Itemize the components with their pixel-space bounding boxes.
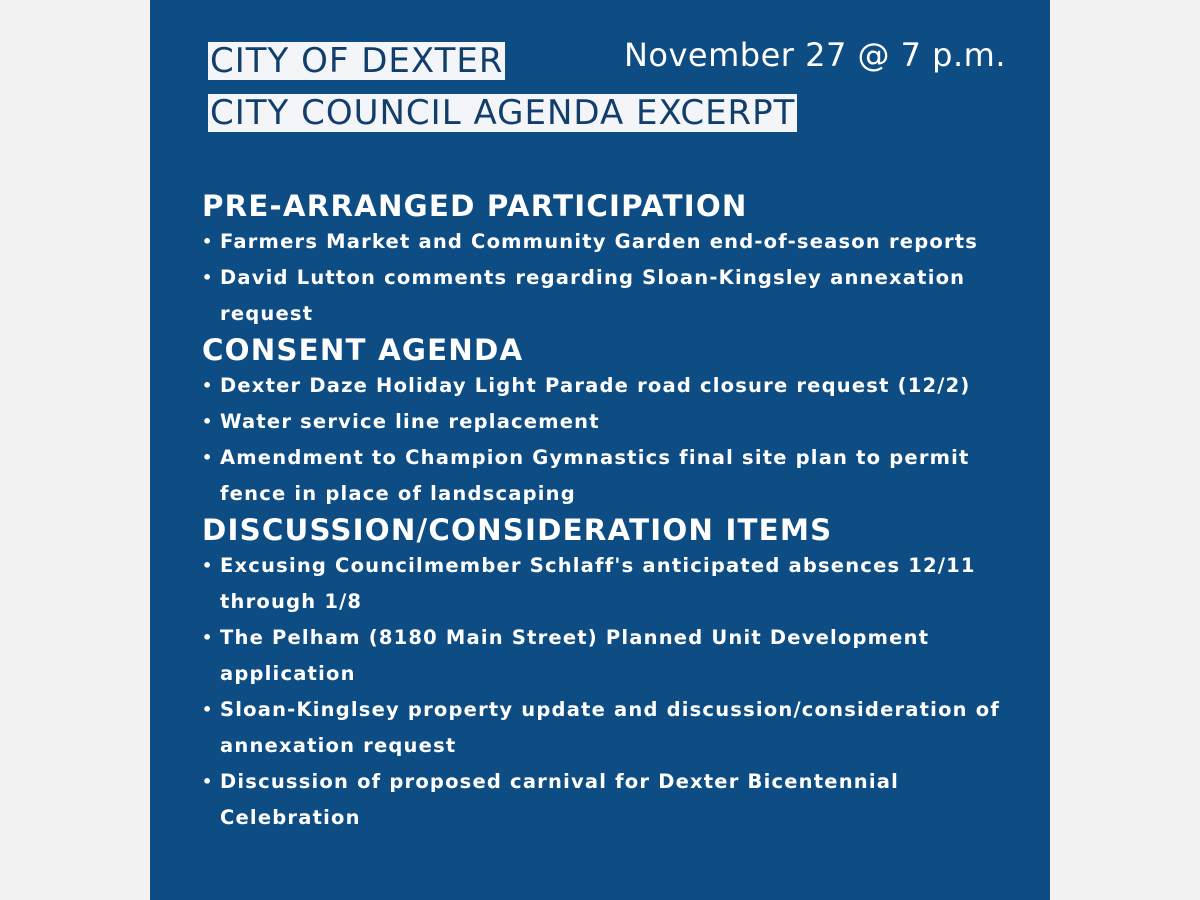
list-item: • Excusing Councilmember Schlaff's anticipated absences 12/11 through 1/8 xyxy=(202,548,1022,620)
page-title-line-1: CITY OF DEXTER xyxy=(210,41,504,81)
list-item: • Discussion of proposed carnival for Dexter Bicentennial Celebration xyxy=(202,764,1022,836)
list-item: • Water service line replacement xyxy=(202,404,1022,440)
list-item: • Amendment to Champion Gymnastics final site plan to permit fence in place of landscaping xyxy=(202,440,1022,512)
list-item: • David Lutton comments regarding Sloan-Kingsley annexation request xyxy=(202,260,1022,332)
section-heading-discussion: DISCUSSION/CONSIDERATION ITEMS xyxy=(202,513,833,547)
page-title-line-2: CITY COUNCIL AGENDA EXCERPT xyxy=(210,93,796,133)
list-item: • Farmers Market and Community Garden end-of-season reports xyxy=(202,224,1022,260)
section-items-discussion xyxy=(202,548,1022,836)
agenda-body xyxy=(202,188,1022,836)
section-items-consent xyxy=(202,368,1022,512)
agenda-poster xyxy=(150,0,1050,900)
meeting-date: November 27 @ 7 p.m. xyxy=(623,36,1006,74)
list-item: • Sloan-Kinglsey property update and discussion/consideration of annexation request xyxy=(202,692,1022,764)
section-heading-pre-arranged: PRE-ARRANGED PARTICIPATION xyxy=(202,189,748,223)
section-items-pre-arranged xyxy=(202,224,1022,332)
section-heading-consent: CONSENT AGENDA xyxy=(202,333,524,367)
list-item: • Dexter Daze Holiday Light Parade road closure request (12/2) xyxy=(202,368,1022,404)
list-item: • The Pelham (8180 Main Street) Planned Unit Development application xyxy=(202,620,1022,692)
